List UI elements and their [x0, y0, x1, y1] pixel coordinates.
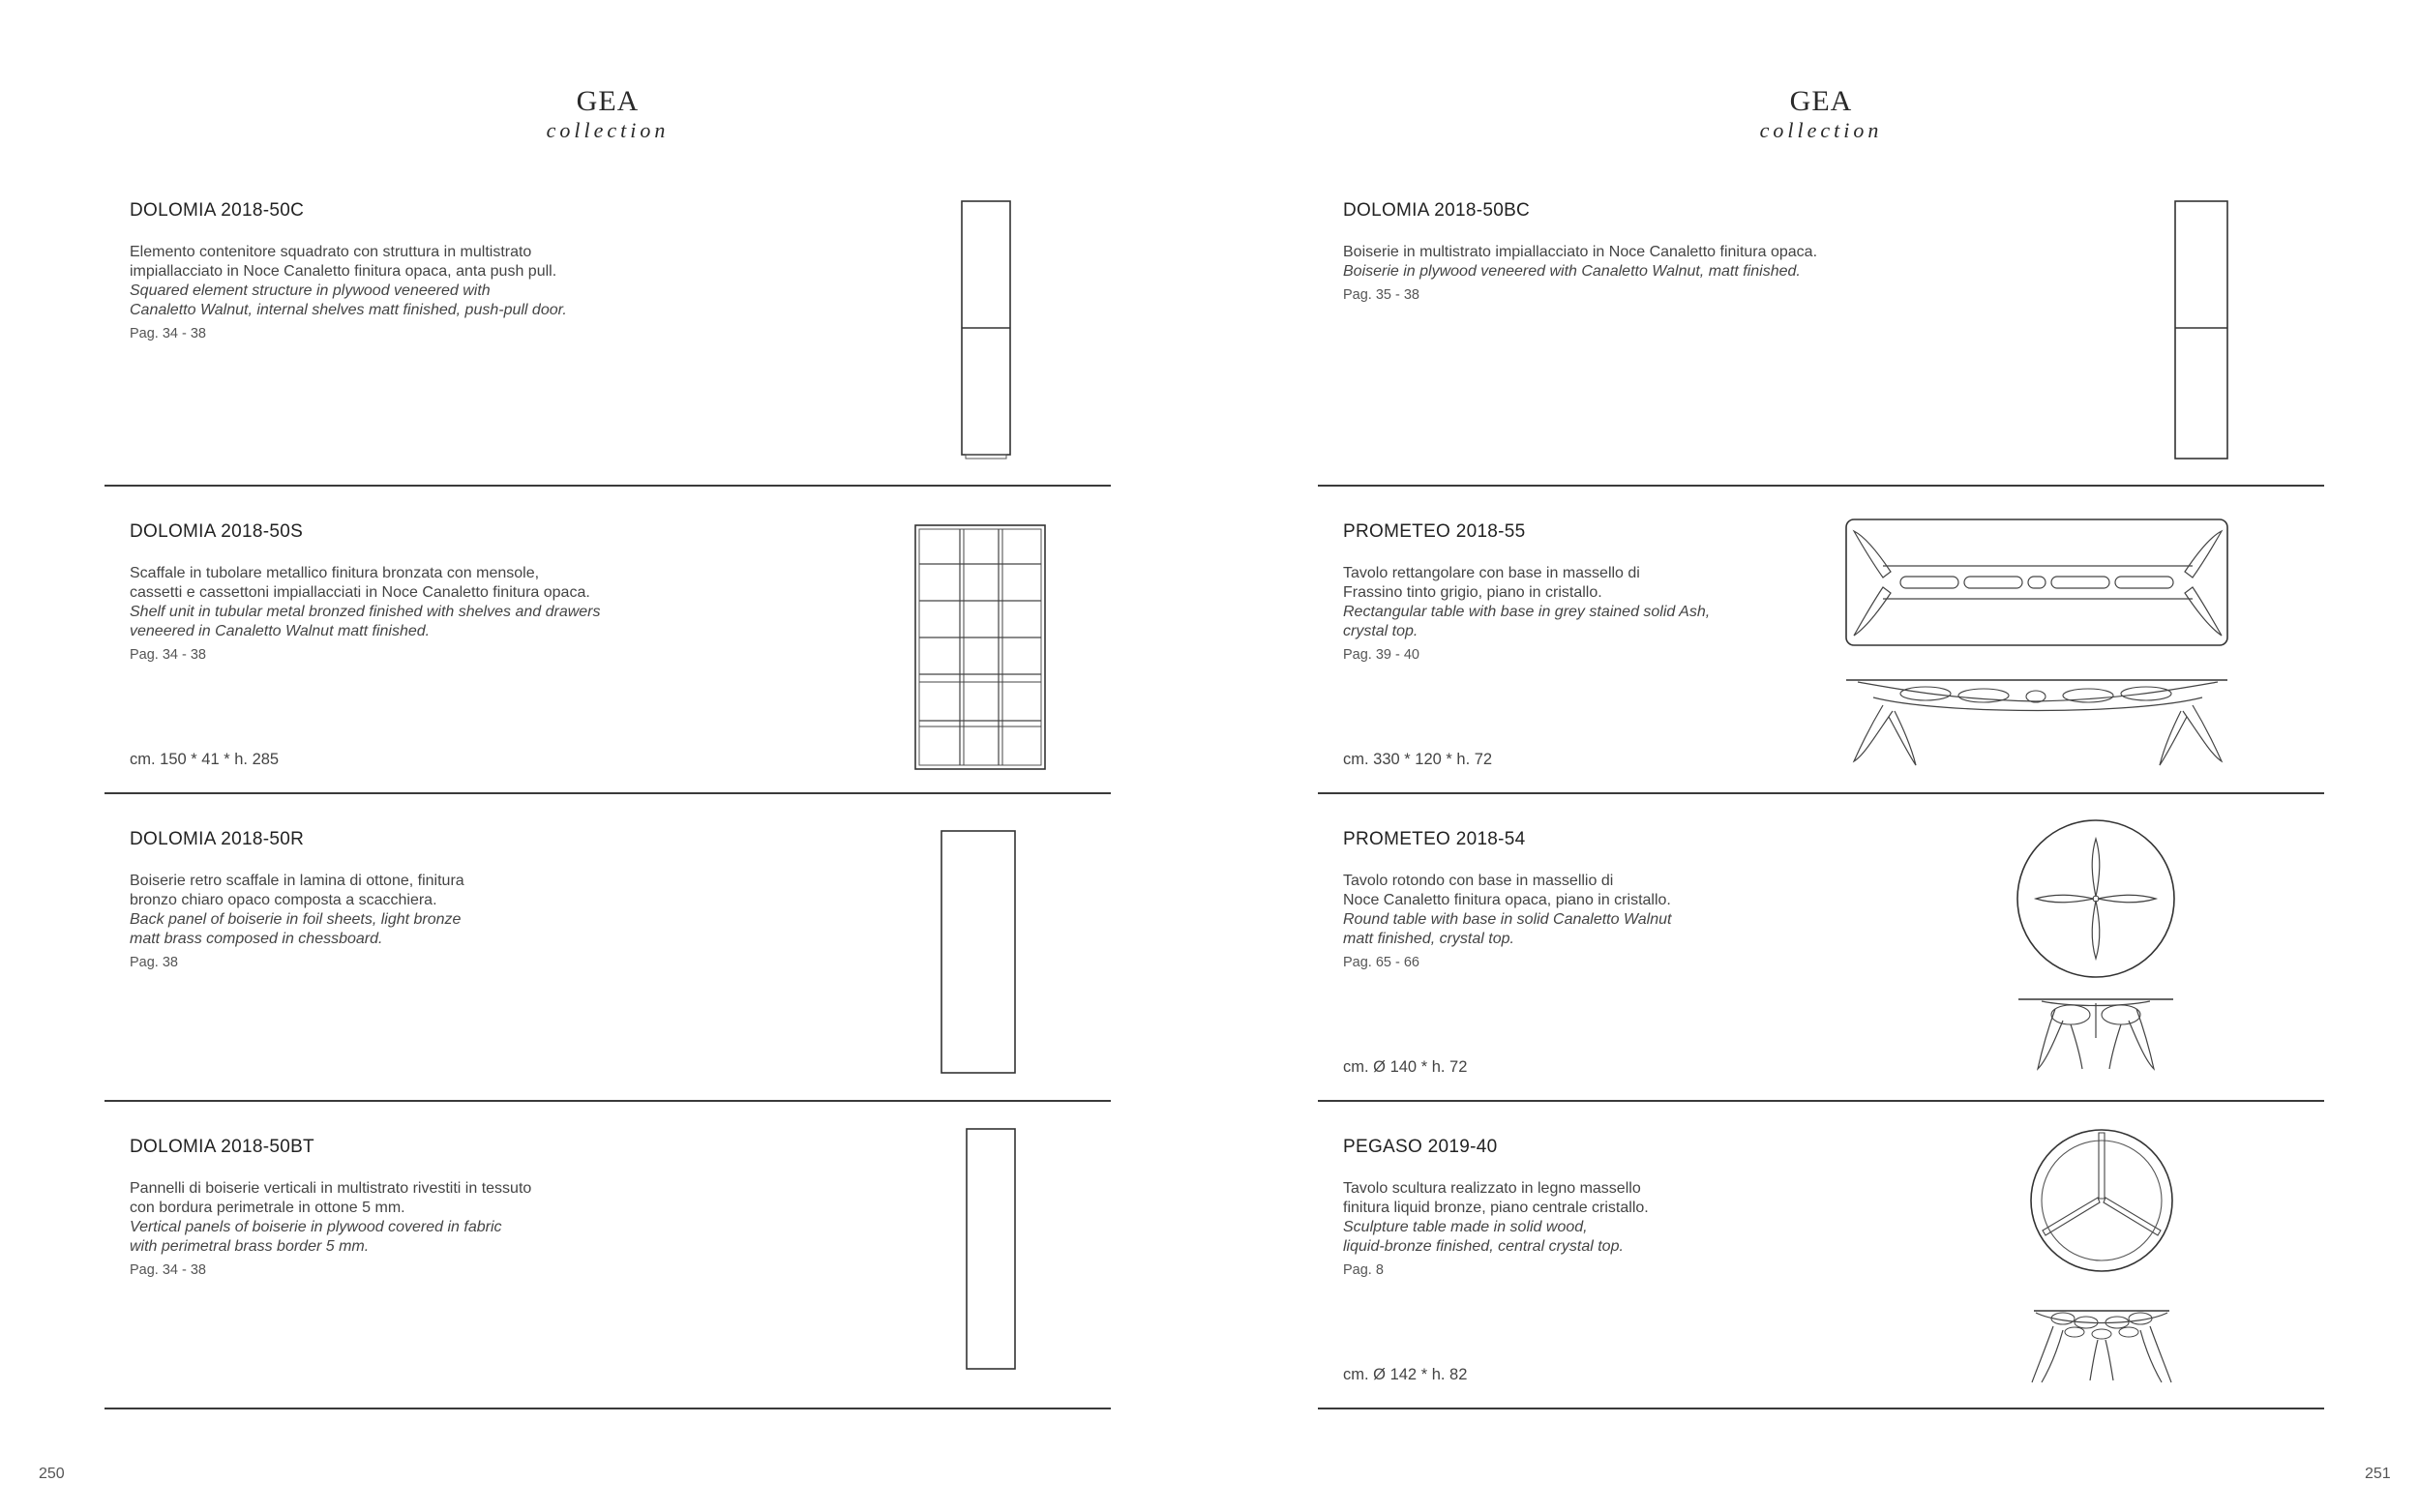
italian-line: con bordura perimetrale in ottone 5 mm. [130, 1200, 405, 1216]
page-number: 250 [39, 1466, 65, 1482]
page-number: 251 [2365, 1466, 2391, 1482]
product-entry [105, 1102, 1111, 1409]
product-description [130, 243, 567, 343]
italian-line: Tavolo scultura realizzato in legno massello [1343, 1180, 1641, 1197]
italian-line: Boiserie retro scaffale in lamina di ottone, finitura [130, 873, 464, 889]
product-entry [1318, 179, 2324, 487]
divider [105, 1408, 1111, 1409]
page-reference: Pag. 34 - 38 [130, 1262, 206, 1278]
product-title: DOLOMIA 2018-50C [130, 200, 305, 221]
page-reference: Pag. 8 [1343, 1262, 1384, 1278]
italian-line: Frassino tinto grigio, piano in cristallo. [1343, 584, 1602, 601]
italian-line: Pannelli di boiserie verticali in multistrato rivestiti in tessuto [130, 1180, 532, 1197]
product-entry [1318, 487, 2324, 794]
product-entry [105, 487, 1111, 794]
english-line: with perimetral brass border 5 mm. [130, 1238, 370, 1255]
product-title: PEGASO 2019-40 [1343, 1137, 1498, 1157]
product-title: PROMETEO 2018-55 [1343, 521, 1526, 542]
tall-cabinet-icon [946, 198, 1014, 460]
english-line: veneered in Canaletto Walnut matt finished. [130, 623, 431, 639]
product-description [1343, 243, 1817, 305]
english-line: Vertical panels of boiserie in plywood covered in fabric [130, 1219, 502, 1235]
italian-line: bronzo chiaro opaco composta a scacchiera. [130, 892, 437, 908]
italian-line: Elemento contenitore squadrato con struttura in multistrato [130, 244, 532, 260]
product-description [1343, 1179, 1649, 1280]
dimensions: cm. 150 * 41 * h. 285 [130, 751, 280, 768]
english-line: matt brass composed in chessboard. [130, 931, 383, 947]
product-description [1343, 872, 1671, 972]
english-line: Rectangular table with base in grey stained solid Ash, [1343, 604, 1711, 620]
right-page [1210, 0, 2419, 1512]
brand-title: GEA [576, 85, 640, 117]
page-reference: Pag. 35 - 38 [1343, 287, 1419, 303]
sculpture-table-icon [2024, 1127, 2183, 1388]
english-line: crystal top. [1343, 623, 1419, 639]
italian-line: Tavolo rotondo con base in massellio di [1343, 873, 1614, 889]
page-reference: Pag. 39 - 40 [1343, 647, 1419, 663]
shelf-unit-icon [913, 523, 1059, 779]
product-title: DOLOMIA 2018-50R [130, 829, 305, 849]
boiserie-panel-icon [2173, 198, 2231, 460]
english-line: Shelf unit in tubular metal bronzed finished with shelves and drawers [130, 604, 601, 620]
italian-line: Boiserie in multistrato impiallacciato in Noce Canaletto finitura opaca. [1343, 244, 1818, 260]
page-reference: Pag. 34 - 38 [130, 326, 206, 341]
product-entry [1318, 794, 2324, 1102]
page-reference: Pag. 65 - 66 [1343, 955, 1419, 970]
english-line: Squared element structure in plywood veneered with [130, 282, 491, 299]
fabric-panel-icon [964, 1127, 1022, 1375]
product-entry [1318, 1102, 2324, 1409]
italian-line: Scaffale in tubolare metallico finitura bronzata con mensole, [130, 565, 540, 581]
collection-header [414, 85, 801, 143]
product-title: DOLOMIA 2018-50BC [1343, 200, 1531, 221]
product-title: DOLOMIA 2018-50S [130, 521, 304, 542]
round-table-icon [2013, 815, 2183, 1077]
page-reference: Pag. 38 [130, 955, 178, 970]
divider [1318, 1408, 2324, 1409]
italian-line: impiallacciato in Noce Canaletto finitura opaca, anta push pull. [130, 263, 557, 280]
italian-line: Tavolo rettangolare con base in massello di [1343, 565, 1640, 581]
page-reference: Pag. 34 - 38 [130, 647, 206, 663]
italian-line: cassetti e cassettoni impiallacciati in Noce Canaletto finitura opaca. [130, 584, 590, 601]
product-description [130, 564, 601, 665]
product-description [1343, 564, 1710, 665]
product-description [130, 872, 464, 972]
english-line: Canaletto Walnut, internal shelves matt finished, push-pull door. [130, 302, 567, 318]
english-line: Back panel of boiserie in foil sheets, light bronze [130, 911, 462, 928]
rectangular-table-icon [1844, 518, 2231, 779]
collection-subtitle: collection [546, 118, 670, 142]
brand-title: GEA [1789, 85, 1853, 117]
english-line: Boiserie in plywood veneered with Canaletto Walnut, matt finished. [1343, 263, 1801, 280]
product-title: DOLOMIA 2018-50BT [130, 1137, 314, 1157]
english-line: Sculpture table made in solid wood, [1343, 1219, 1588, 1235]
product-description [130, 1179, 531, 1280]
english-line: Round table with base in solid Canaletto Walnut [1343, 911, 1672, 928]
dimensions: cm. 330 * 120 * h. 72 [1343, 751, 1493, 768]
product-entry [105, 179, 1111, 487]
english-line: liquid-bronze finished, central crystal top. [1343, 1238, 1624, 1255]
dimensions: cm. Ø 140 * h. 72 [1343, 1058, 1468, 1076]
product-title: PROMETEO 2018-54 [1343, 829, 1526, 849]
collection-subtitle: collection [1759, 118, 1883, 142]
dimensions: cm. Ø 142 * h. 82 [1343, 1366, 1468, 1383]
italian-line: finitura liquid bronze, piano centrale cristallo. [1343, 1200, 1649, 1216]
product-entry [105, 794, 1111, 1102]
collection-header [1628, 85, 2015, 143]
english-line: matt finished, crystal top. [1343, 931, 1514, 947]
back-panel-icon [939, 829, 1020, 1077]
italian-line: Noce Canaletto finitura opaca, piano in cristallo. [1343, 892, 1671, 908]
